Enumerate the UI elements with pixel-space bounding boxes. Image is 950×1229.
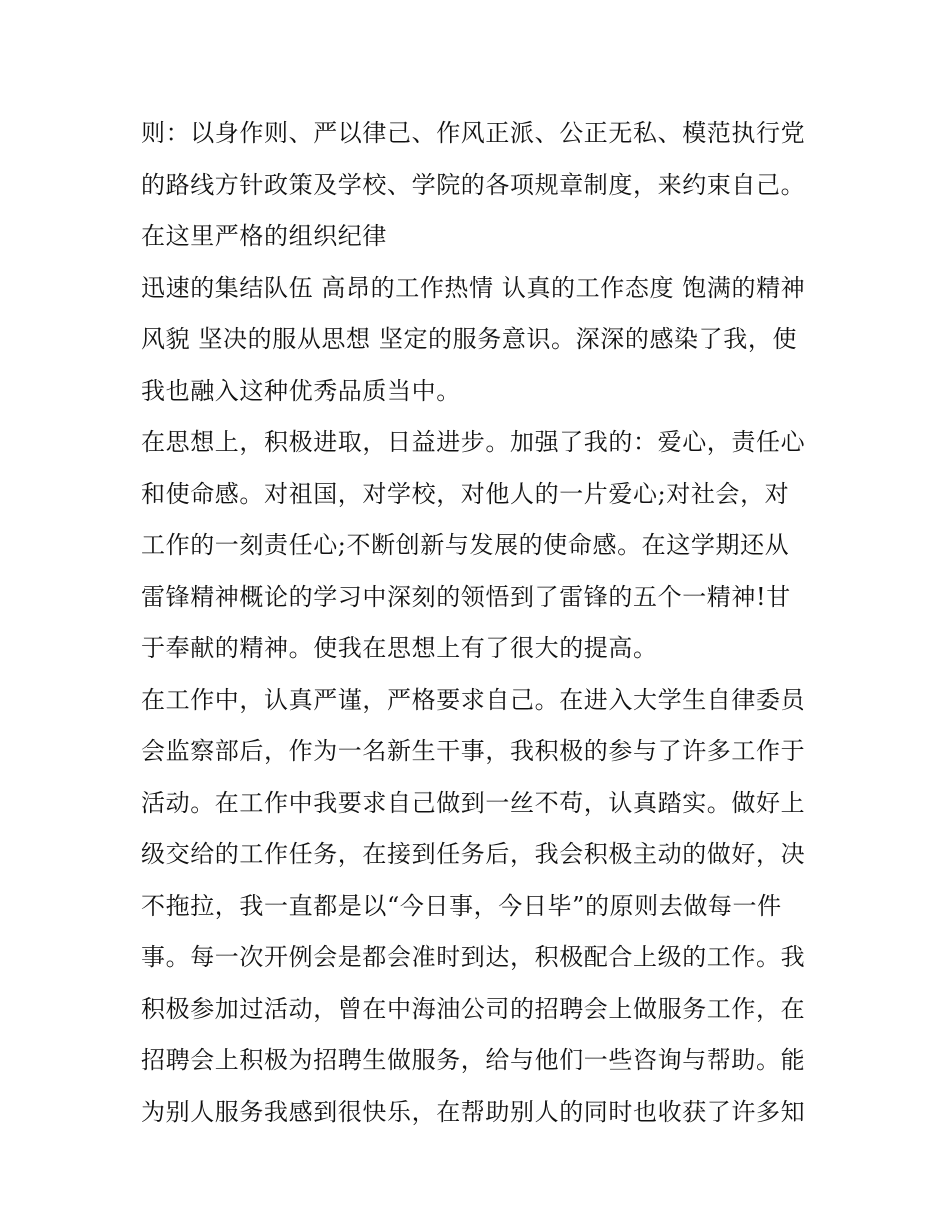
text-line: 事。每一次开例会是都会准时到达，积极配合上级的工作。我 (141, 943, 806, 971)
text-line: 则：以身作则、严以律己、作风正派、公正无私、模范执行党 (141, 119, 806, 147)
text-line: 于奉献的精神。使我在思想上有了很大的提高。 (141, 634, 658, 662)
text-line: 风貌 坚决的服从思想 坚定的服务意识。深深的感染了我，使 (141, 325, 798, 353)
text-line: 迅速的集结队伍 高昂的工作热情 认真的工作态度 饱满的精神 (141, 273, 806, 302)
text-line: 和使命感。对祖国，对学校，对他人的一片爱心;对社会，对 (141, 479, 790, 508)
text-line: 级交给的工作任务，在接到任务后，我会积极主动的做好，决 (141, 840, 806, 868)
text-line: 在这里严格的组织纪律 (141, 222, 387, 250)
text-line: 会监察部后，作为一名新生干事，我积极的参与了许多工作于 (141, 737, 806, 765)
text-line: 为别人服务我感到很快乐，在帮助别人的同时也收获了许多知 (141, 1097, 806, 1126)
document-body (141, 108, 821, 1138)
text-line: 的路线方针政策及学校、学院的各项规章制度，来约束自己。 (141, 170, 806, 199)
text-line: 在工作中，认真严谨，严格要求自己。在进入大学生自律委员 (141, 685, 806, 714)
text-line: 工作的一刻责任心;不断创新与发展的使命感。在这学期还从 (141, 531, 790, 559)
text-line: 招聘会上积极为招聘生做服务，给与他们一些咨询与帮助。能 (141, 1046, 806, 1074)
text-line: 不拖拉，我一直都是以“今日事，今日毕”的原则去做每一件 (141, 891, 782, 920)
text-line: 积极参加过活动，曾在中海油公司的招聘会上做服务工作，在 (141, 994, 806, 1023)
text-line: 活动。在工作中我要求自己做到一丝不苟，认真踏实。做好上 (141, 788, 806, 817)
text-line: 雷锋精神概论的学习中深刻的领悟到了雷锋的五个一精神!甘 (141, 582, 791, 611)
text-line: 在思想上，积极进取，日益进步。加强了我的：爱心，责任心 (141, 428, 806, 456)
text-line: 我也融入这种优秀品质当中。 (141, 376, 461, 405)
